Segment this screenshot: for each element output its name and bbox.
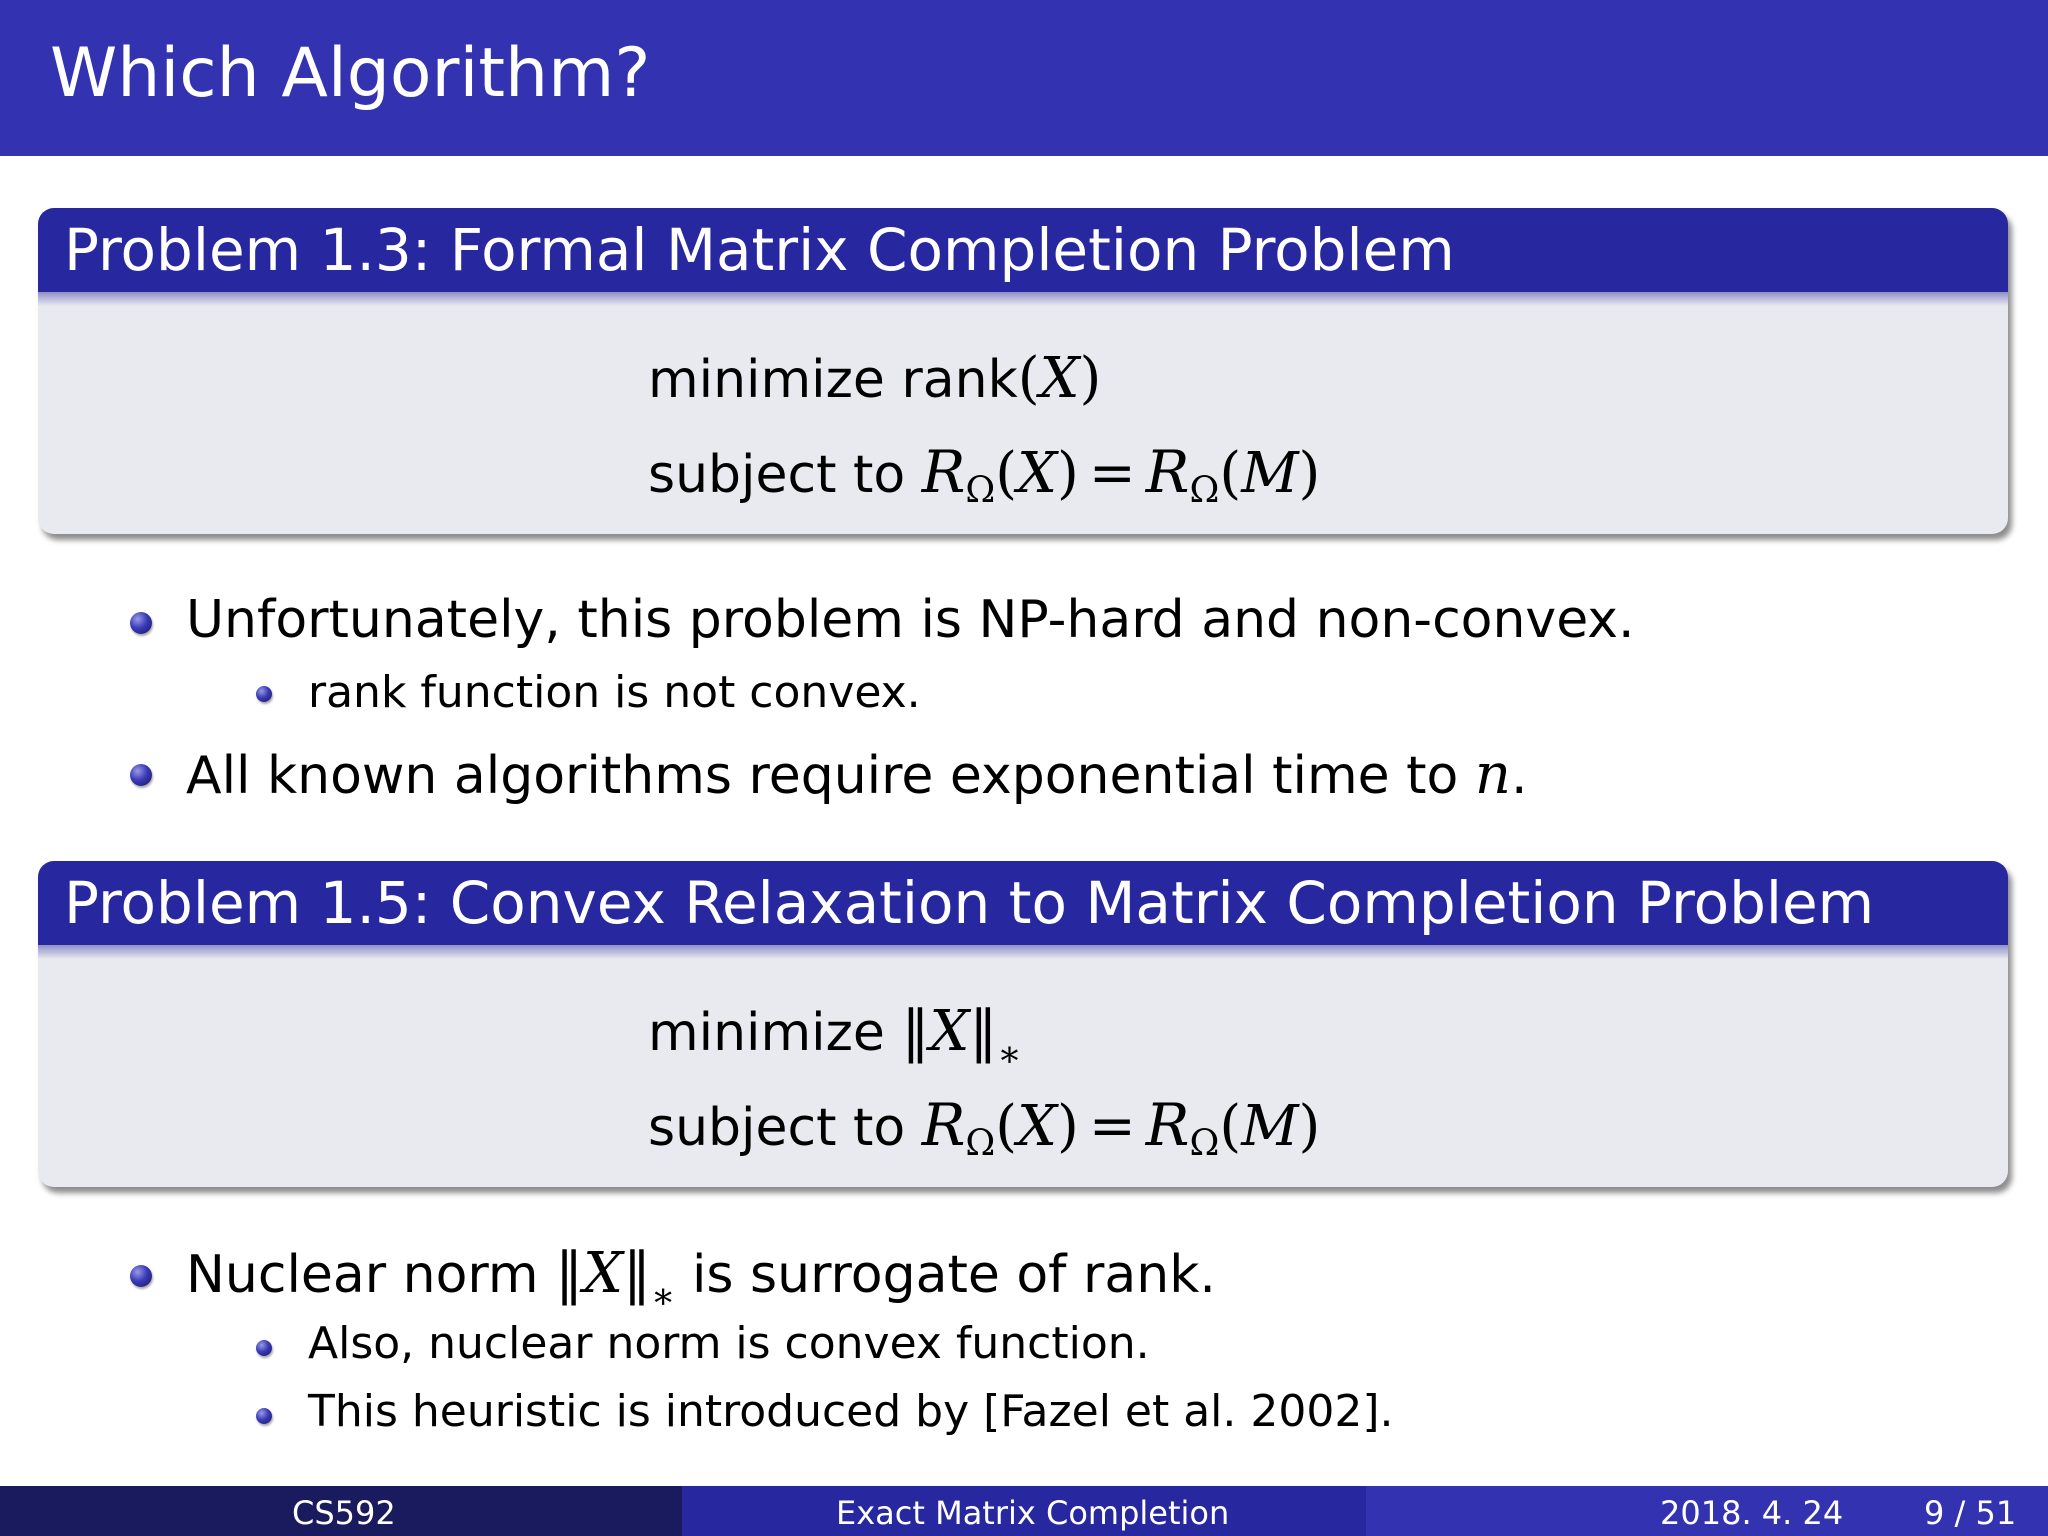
bullet-icon: [130, 612, 152, 634]
footer-page-number: 9 / 51: [1924, 1494, 2017, 1532]
footer-talk-title: Exact Matrix Completion: [836, 1494, 1230, 1532]
objective-line: minimize rank(X): [648, 346, 1102, 411]
footer-date: 2018. 4. 24: [1660, 1494, 1844, 1532]
slide-title: Which Algorithm?: [50, 34, 651, 113]
problem-block-header: [38, 861, 2008, 945]
problem-heading: Problem 1.5: Convex Relaxation to Matrix Completion Problem: [64, 869, 1875, 937]
objective-line: minimize $‖X‖_∗$: [648, 999, 1022, 1075]
problem-heading: Problem 1.3: Formal Matrix Completion Problem: [64, 216, 1455, 284]
bullet-icon: [256, 1340, 272, 1356]
list-item: rank function is not convex.: [308, 667, 921, 718]
slide-title-bar: [0, 0, 2048, 156]
bullet-icon: [130, 1265, 152, 1287]
constraint-line: subject to $R_\Omega(X) = R_\Omega(M)$: [648, 438, 1321, 511]
footer-course-segment: [0, 1486, 682, 1536]
bullet-icon: [256, 1408, 272, 1424]
problem-block-header: [38, 208, 2008, 292]
problem-block-1-5: [38, 861, 2008, 1187]
list-item: Also, nuclear norm is convex function.: [308, 1318, 1150, 1369]
list-item: Unfortunately, this problem is NP-hard and non-convex.: [186, 590, 1635, 650]
list-item: Nuclear norm $‖X‖_∗$ is surrogate of rank.: [186, 1241, 1216, 1317]
list-item: This heuristic is introduced by [Fazel et al. 2002].: [308, 1386, 1394, 1437]
footer-date-segment: [1366, 1486, 2048, 1536]
slide-footer: [0, 1486, 2048, 1536]
footer-title-segment: [682, 1486, 1366, 1536]
constraint-line: subject to $R_\Omega(X) = R_\Omega(M)$: [648, 1091, 1321, 1164]
problem-block-1-3: [38, 208, 2008, 534]
bullet-icon: [256, 686, 272, 702]
bullet-icon: [130, 764, 152, 786]
footer-course: CS592: [292, 1494, 396, 1532]
list-item: All known algorithms require exponential time to n.: [186, 742, 1528, 807]
